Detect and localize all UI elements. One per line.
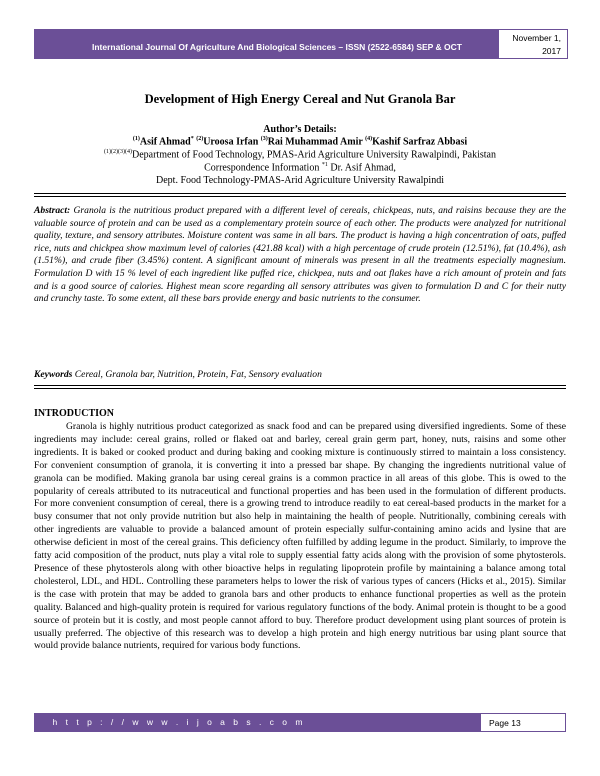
header-date-line1: November 1, bbox=[512, 33, 561, 43]
page-number: Page 13 bbox=[480, 713, 566, 732]
footer-url-link[interactable]: h t t p : / / w w w . i j o a b s . c o m bbox=[52, 717, 306, 727]
divider bbox=[34, 385, 566, 386]
abstract bbox=[34, 205, 566, 306]
author-name[interactable]: Rai Muhammad Amir bbox=[267, 136, 363, 148]
abstract-text: Granola is the nutritious product prepared with a different level of cereals, chickpeas, nuts, and raisins because they are the valuable source of protein and can be used as a complementary protein source of each other. The products were analyzed for nutritional quality, texture, and sensory attributes. Moisture content was same in all bars. The product is having a high concentration of oats, puffed rice, nuts and chickpea show maximum level of calories (421.88 kcal) with a high percentage of crude protein (12.51%), fat (10.4%), ash (1.51%), and crude fiber (3.45%) content. A significant amount of minerals was present in all the treatments especially magnesium. Formulation D with 15 % level of each ingredient like puffed rice, chickpea, nuts and oat flakes have a rich amount of protein and fats and is a good source of calories. Highest mean score regarding all sensory attributes was given to formulation D and C for their nutty and crunchy taste. To some extent, all these bars provide energy and basic nutrients to the consumer. bbox=[34, 205, 566, 305]
authors-heading: Author’s Details: bbox=[263, 124, 337, 135]
author-name[interactable]: Asif Ahmad bbox=[139, 136, 191, 148]
department: Dept. Food Technology-PMAS-Arid Agriculture University Rawalpindi bbox=[156, 175, 444, 186]
keywords-label: Keywords bbox=[34, 369, 73, 380]
header-date-box bbox=[498, 29, 568, 59]
divider bbox=[34, 388, 566, 389]
abstract-label: Abstract: bbox=[34, 205, 71, 216]
correspondence: Correspondence Information $^{*1}$ Dr. Asif Ahmad, bbox=[204, 162, 396, 174]
divider bbox=[34, 196, 566, 197]
author-name[interactable]: Uroosa Irfan bbox=[203, 136, 259, 148]
section-heading: INTRODUCTION bbox=[34, 408, 115, 419]
divider bbox=[34, 193, 566, 194]
author-list: $^{(1)}$Asif Ahmad* $^{(2)}$Uroosa Irfan $^{(3)}$Rai Muhammad Amir $^{(4)}$Kashif Sarfraz Abbasi bbox=[132, 136, 468, 148]
keywords-text: Cereal, Granola bar, Nutrition, Protein, Fat, Sensory evaluation bbox=[74, 369, 322, 380]
body-paragraph: Granola is highly nutritious product categorized as snack food and can be prepared using diversified ingredients. Some of these ingredients may include: cereal grains, rolled or flaked oat and barley, cereal grain germ part, honey, nuts, raisins and some other ingredients. It is baked or cooked product and during baking and cooking mixture is continuously stirred to maintain a loss consistency. For convenient consumption of granola, it is converting it into a pressed bar shape. By changing the ingredients nutritional value of granola can be modified. Making granola bar using cereal grains is a common practice in all areas of this globe. This is owed to the popularity of cereals attributed to its nutraceutical and functional properties and has been used in the formulation of different products. For more convenient consumption of cereal, there is a growing trend to introduce readily to eat cereal-based products in the market for a busy consumer that not only provide nutrition but also help in maintaining the health of people. Nutritionally, combining cereals with other ingredients are valuable to provide a balanced amount of protein especially sulfur-containing amino acids and lysine that are otherwise deficient in most of the cereal grains. This deficiency often fulfilled by adding legume in the product. Similarly, to improve the fatty acid composition of the product, nuts play a vital role to supply essential fatty acids along with the provision of some phytosterols. Presence of these phytosterols along with other bioactive helps in regulating lipoprotein profile by maintaining a balance among total cholesterol, LDL, and HDL. Controlling these parameters helps to lower the risk of various types of cancers (Hicks et al., 2015). Similar is the case with protein that may be added to granola bars and other products to enhance functional properties as well as the protein quality. Balanced and high-quality protein is required for various regulatory functions of the body. Animal protein is thought to be a good source of protein but it is costly, and most people cannot afford to buy. Therefore product development using plant sources of protein is usually preferred. The objective of this research was to develop a high protein and high energy nutritious bar using plant source that would provide balance nutrients, required for various body functions. bbox=[34, 421, 566, 652]
affiliation: $^{(1)(2)(3)(4)}$Department of Food Technology, PMAS-Arid Agriculture University Rawalpindi, Pakistan bbox=[104, 149, 496, 161]
author-name[interactable]: Kashif Sarfraz Abbasi bbox=[372, 136, 468, 148]
paper-title: Development of High Energy Cereal and Nut Granola Bar bbox=[144, 92, 456, 106]
keywords bbox=[34, 369, 566, 380]
journal-header: International Journal Of Agriculture And Biological Sciences – ISSN (2522-6584) SEP & OCT bbox=[92, 42, 463, 52]
header-date-line2: 2017 bbox=[542, 46, 561, 56]
